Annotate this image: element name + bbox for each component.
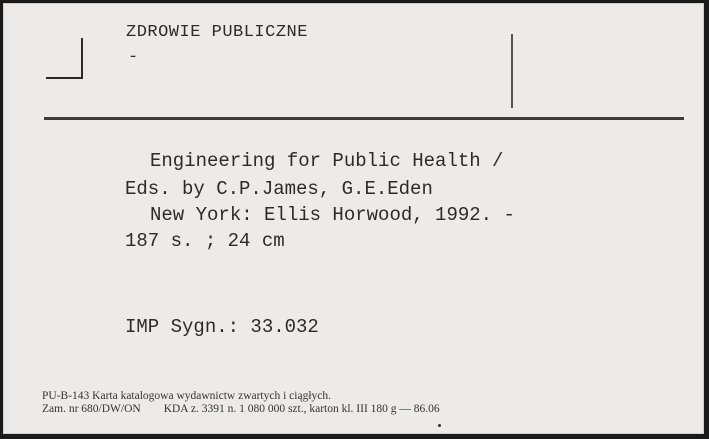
- publication-line: New York: Ellis Horwood, 1992. -: [150, 204, 515, 226]
- editors-line: Eds. by C.P.James, G.E.Eden: [125, 178, 433, 200]
- catalog-card: [3, 3, 704, 434]
- footer-print-line: Zam. nr 680/DW/ON KDA z. 3391 n. 1 080 000 szt., karton kl. III 180 g — 86.06: [42, 403, 440, 415]
- title-line: Engineering for Public Health /: [150, 150, 504, 172]
- vertical-divider: [511, 34, 513, 108]
- subject-heading: ZDROWIE PUBLICZNE: [126, 23, 308, 42]
- footer-form-line: PU-B-143 Karta katalogowa wydawnictw zwartych i ciągłych.: [42, 390, 332, 402]
- corner-mark-horizontal: [46, 77, 83, 79]
- subject-dash: -: [128, 48, 139, 67]
- horizontal-separator: [44, 117, 684, 120]
- call-number: IMP Sygn.: 33.032: [125, 316, 319, 338]
- extent-line: 187 s. ; 24 cm: [125, 230, 285, 252]
- print-dot-mark: [438, 424, 441, 427]
- corner-mark-vertical: [81, 38, 83, 79]
